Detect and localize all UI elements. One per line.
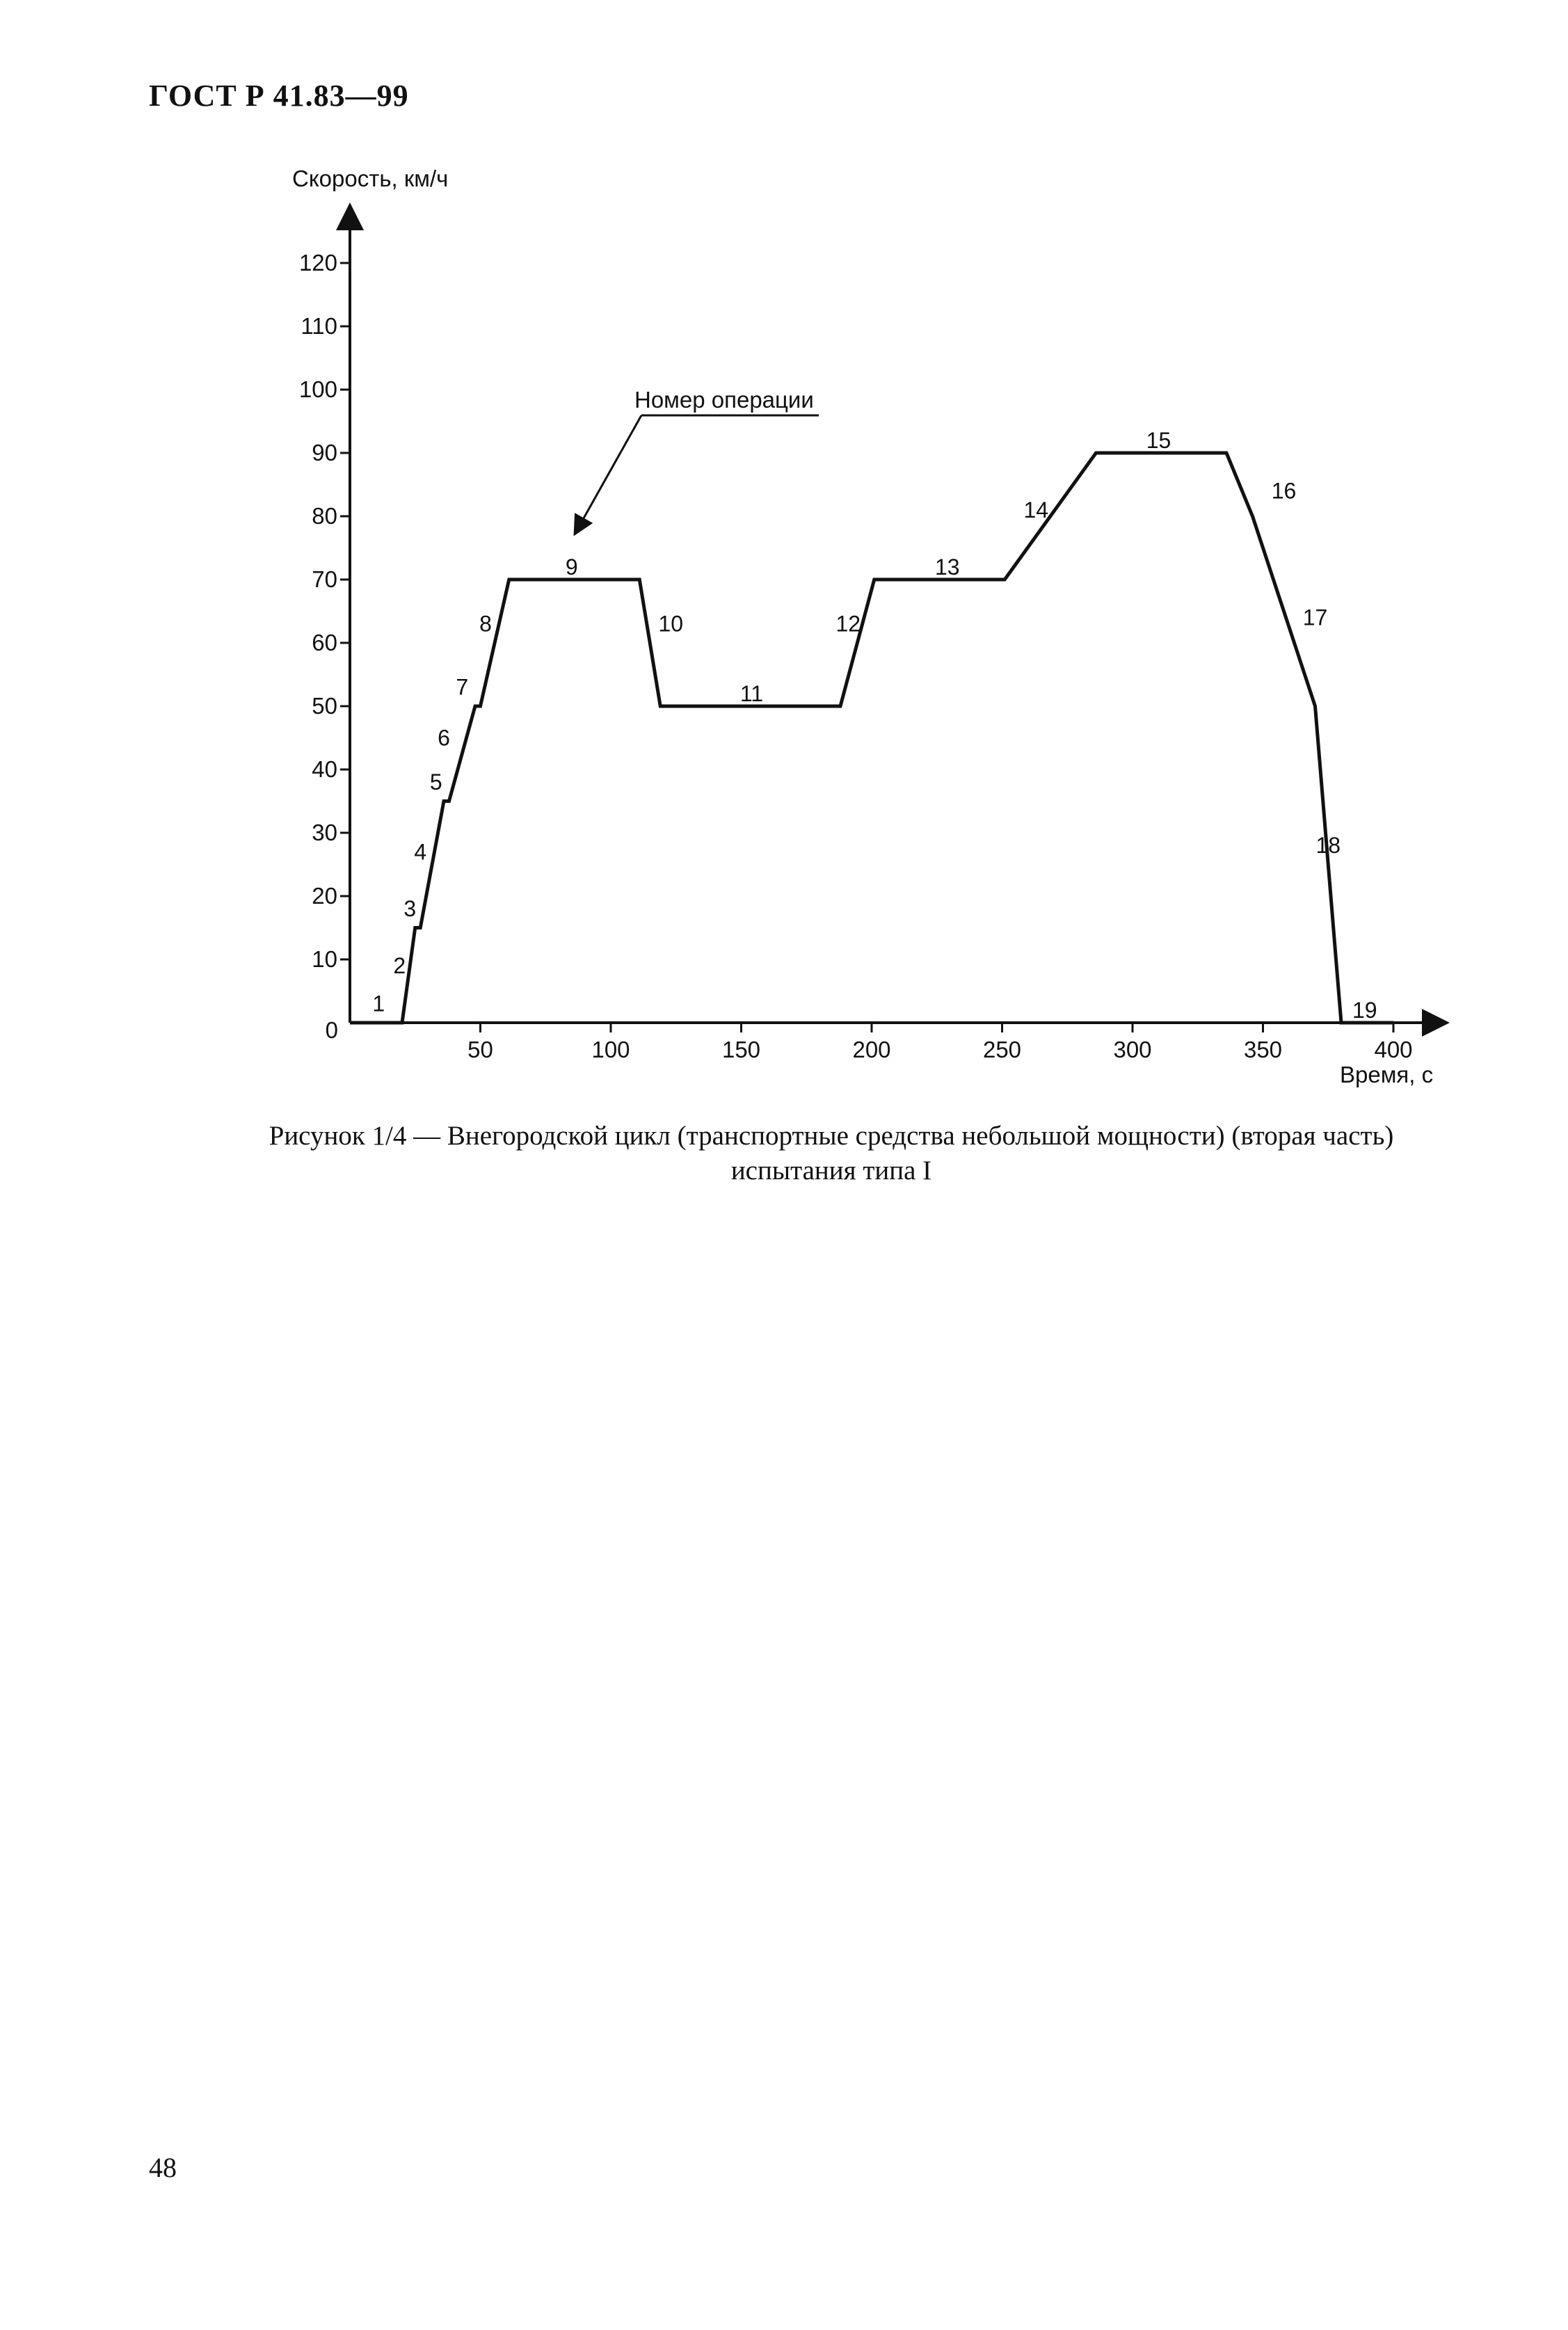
x-tick-label: 400 [1374,1037,1413,1062]
operation-label-15: 15 [1146,427,1171,453]
y-axis-label: Скорость, км/ч [292,166,449,191]
x-tick-label: 150 [721,1037,761,1062]
x-tick-label: 50 [467,1037,493,1062]
x-tick-label: 300 [1113,1037,1152,1062]
y-tick-label: 10 [312,946,337,972]
operation-label-14: 14 [1023,497,1049,522]
y-tick-label: 120 [298,250,337,276]
chart-series [350,453,1393,1023]
operation-label-6: 6 [438,725,450,751]
operation-label-2: 2 [393,953,406,979]
document-header: ГОСТ Р 41.83—99 [149,79,409,113]
operation-label-17: 17 [1302,605,1328,630]
page-number: 48 [149,2152,177,2183]
x-tick-label: 200 [852,1037,891,1062]
y-tick-label: 90 [312,440,337,465]
x-tick-label: 100 [591,1037,630,1062]
caption-line-1: Рисунок 1/4 — Внегородской цикл (транспортные средства небольшой мощности) (вторая часть) [269,1121,1394,1151]
y-tick-label: 20 [312,883,337,909]
operation-label-9: 9 [565,554,578,580]
chart-axes [292,166,1447,1087]
operation-labels [372,428,1377,1023]
y-tick-label: 80 [312,503,337,529]
y-tick-label: 70 [312,566,337,592]
x-tick-label: 350 [1243,1037,1283,1062]
operation-label-18: 18 [1315,833,1341,859]
origin-label: 0 [325,1017,338,1043]
annotation-text: Номер операции [634,387,814,413]
operation-label-3: 3 [403,896,417,922]
y-tick-label: 110 [301,313,337,339]
operation-label-1: 1 [372,991,385,1016]
chart-ticks [299,250,1413,1062]
speed-series-line [350,453,1393,1023]
operation-label-11: 11 [739,680,764,706]
x-axis-label: Время, с [1340,1062,1434,1087]
operation-label-4: 4 [414,839,427,865]
operation-label-19: 19 [1352,997,1377,1023]
operation-label-12: 12 [835,611,861,637]
operation-label-10: 10 [658,611,684,637]
caption-line-2: испытания типа I [730,1156,932,1186]
operation-label-16: 16 [1271,478,1297,504]
operation-label-8: 8 [479,611,492,637]
y-tick-label: 30 [312,820,337,845]
y-tick-label: 50 [312,693,337,719]
annotation-arrow [575,415,641,534]
operation-label-5: 5 [429,769,442,795]
operation-label-7: 7 [456,674,469,700]
operation-label-13: 13 [934,554,960,580]
figure-caption [174,1119,1489,1188]
x-tick-label: 250 [982,1037,1022,1062]
y-tick-label: 100 [298,376,337,402]
y-tick-label: 60 [312,630,337,655]
annotation-group [575,387,819,534]
y-tick-label: 40 [312,756,337,782]
